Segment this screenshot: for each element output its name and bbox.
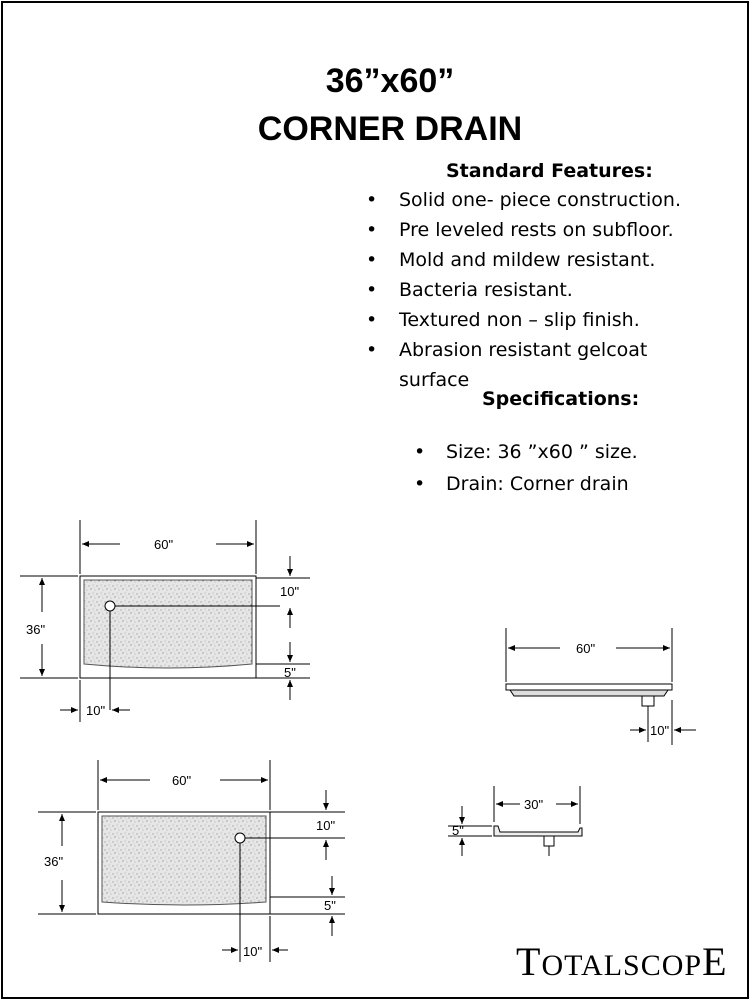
- dim-drain-side-label: 10": [243, 944, 263, 959]
- dim-width-label: 60": [172, 773, 192, 788]
- feature-item: • Abrasion resistant gelcoat surface: [366, 335, 669, 395]
- spec-item: • Size: 36 ”x60 ” size.: [414, 436, 714, 468]
- dim-depth-label: 36": [44, 854, 64, 869]
- side-width-label: 60": [576, 641, 596, 656]
- dim-width-label: 60": [154, 537, 174, 552]
- dim-curb-label: 5": [284, 665, 296, 680]
- features-heading: Standard Features:: [446, 160, 653, 182]
- drain-icon: [235, 833, 245, 843]
- dim-depth-label: 36": [26, 622, 46, 637]
- totalscope-logo: TOTALSCOPE: [516, 939, 728, 984]
- feature-item: • Bacteria resistant.: [366, 275, 716, 305]
- feature-item: • Pre leveled rests on subfloor.: [366, 215, 716, 245]
- specifications-heading: Specifications:: [482, 388, 640, 410]
- title-size: 36”x60”: [325, 62, 455, 100]
- feature-item: • Mold and mildew resistant.: [366, 245, 716, 275]
- end-height-label: 5": [452, 823, 464, 838]
- spec-item: • Drain: Corner drain: [414, 468, 714, 500]
- feature-item: • Textured non – slip finish.: [366, 305, 716, 335]
- dim-curb-label: 5": [324, 898, 336, 913]
- dim-drain-back-label: 10": [316, 818, 336, 833]
- dim-drain-side-label: 10": [86, 703, 106, 718]
- dim-drain-back-label: 10": [280, 584, 300, 599]
- drain-icon: [105, 601, 115, 611]
- side-drain-label: 10": [650, 723, 670, 738]
- plan-view-bottom: [38, 760, 345, 962]
- end-width-label: 30": [524, 797, 544, 812]
- feature-item: • Solid one- piece construction.: [366, 185, 716, 215]
- title-drain-type: CORNER DRAIN: [257, 110, 523, 148]
- end-view: [448, 786, 582, 856]
